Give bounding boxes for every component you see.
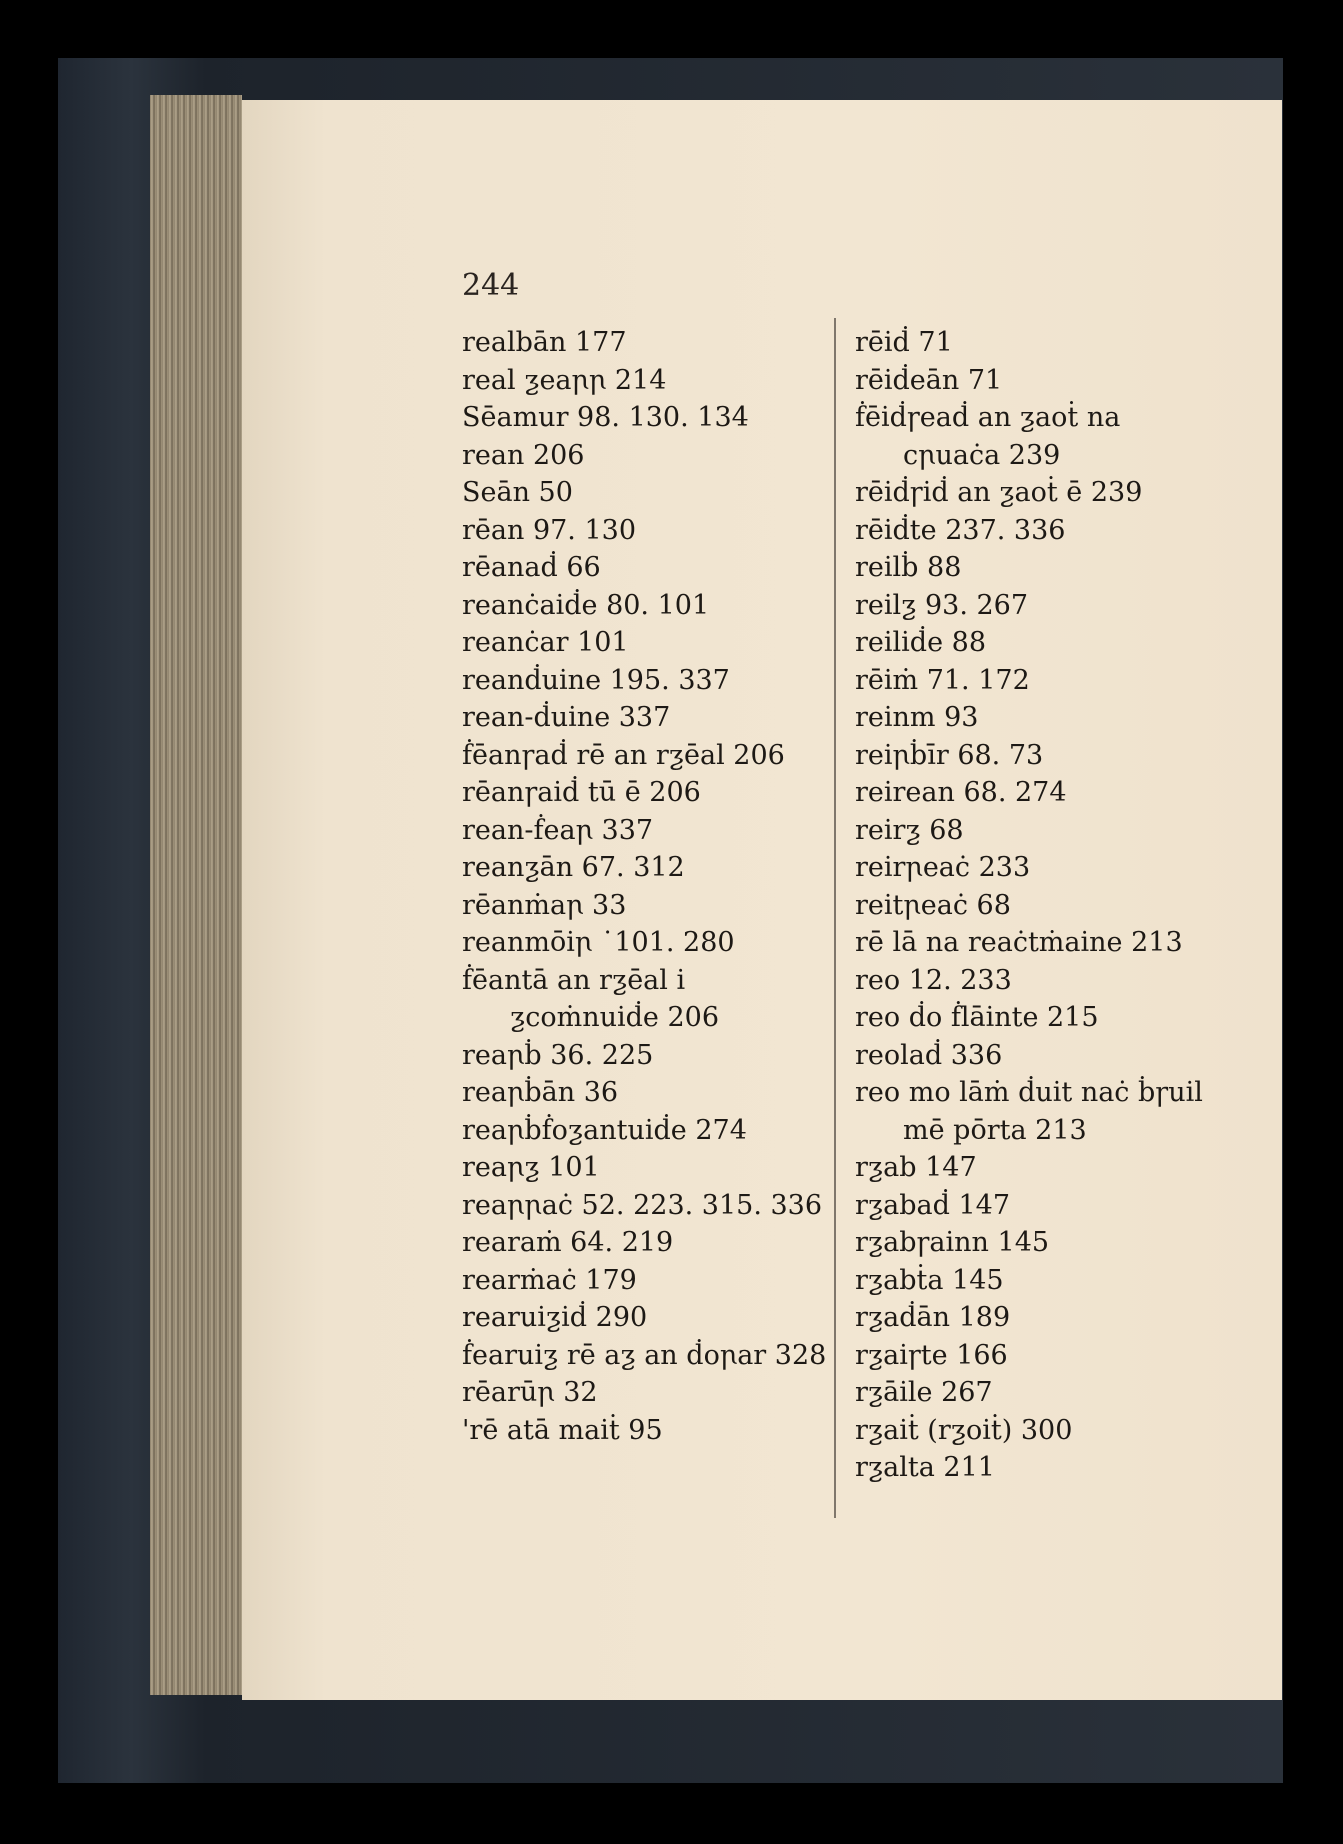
index-entry: rēiḋte 237. 336: [855, 514, 1066, 546]
index-entry: rēiṁ 71. 172: [855, 664, 1030, 696]
index-entry: rean 206: [462, 439, 585, 471]
index-entry: reanḋuine 195. 337: [462, 664, 730, 696]
index-entry: rēanaḋ 66: [462, 552, 601, 583]
index-entry: rƺab 147: [855, 1152, 977, 1183]
index-entry: ḟearuiƺ rē aƺ an ḋoꞃar 328: [462, 1339, 827, 1371]
index-entry: reo ḋo ḟlāinte 215: [855, 1002, 1099, 1033]
index-entry: rēanṁaꞃ 33: [462, 889, 627, 921]
index-entry: reirean 68. 274: [855, 777, 1067, 808]
index-entry: rƺaḋān 189: [855, 1302, 1011, 1333]
index-entry: rēarūꞃ 32: [462, 1377, 598, 1408]
index-entry: reiꞃḃīr 68. 73: [855, 739, 1044, 771]
index-entry: reanċar 101: [462, 627, 629, 658]
index-entry: rƺabꞅainn 145: [855, 1227, 1050, 1258]
index-entry: rēiḋꞅiḋ an ƺaoṫ ē 239: [855, 477, 1143, 508]
index-entry: rƺabaḋ 147: [855, 1189, 1011, 1221]
index-entry: rearṁaċ 179: [462, 1264, 637, 1296]
index-entry: reanċaiḋe 80. 101: [462, 589, 710, 621]
index-entry: reolaḋ 336: [855, 1039, 1003, 1071]
index-entry: ḟēanꞅaḋ rē an rƺēal 206: [462, 739, 785, 771]
index-entry: reaꞃḃḟoƺantuiḋe 274: [462, 1114, 747, 1146]
index-entry: ḟēantā an rƺēal i ƺcoṁnuiḋe 206: [462, 964, 720, 1033]
index-entry: reaꞃḃān 36: [462, 1077, 619, 1108]
index-entry: rean-ḋuine 337: [462, 702, 671, 733]
index-entry: rƺalta 211: [855, 1452, 995, 1483]
index-entry: rearuiƺiḋ 290: [462, 1302, 648, 1333]
index-entry: reiliḋe 88: [855, 627, 986, 658]
index-entry: reanƺān 67. 312: [462, 852, 685, 883]
page-number: 244: [462, 268, 520, 303]
index-column-right: [855, 324, 1220, 1487]
index-entry: reirꞃeaċ 233: [855, 852, 1031, 883]
index-entry: reaꞃḃ 36. 225: [462, 1039, 654, 1071]
page-edges: [150, 95, 242, 1695]
index-entry: reanmōiꞃ ˙101. 280: [462, 927, 735, 958]
index-entry: rēiḋeān 71: [855, 364, 1003, 396]
index-entry: rearaṁ 64. 219: [462, 1227, 674, 1258]
index-entry: reitꞃeaċ 68: [855, 889, 1011, 921]
index-entry: reilḃ 88: [855, 552, 962, 583]
index-entry: reilƺ 93. 267: [855, 589, 1029, 621]
index-entry: rēiḋ 71: [855, 327, 953, 358]
index-entry: reaꞃꞃaċ 52. 223. 315. 336: [462, 1189, 823, 1221]
index-entry: Sēamur 98. 130. 134: [462, 402, 749, 433]
index-entry: rƺabṫa 145: [855, 1264, 1004, 1296]
index-entry: rean-ḟeaꞃ 337: [462, 814, 654, 846]
index-entry: reo 12. 233: [855, 964, 1012, 996]
column-divider: [834, 318, 836, 1518]
index-entry: rē lā na reaċtṁaine 213: [855, 927, 1183, 958]
index-entry: real ƺeaꞃꞃ 214: [462, 364, 667, 396]
index-entry: ḟēiḋꞅeaḋ an ƺaoṫ na cꞃuaċa 239: [855, 402, 1121, 471]
index-entry: reinm 93: [855, 702, 979, 733]
index-entry: rƺāile 267: [855, 1377, 993, 1408]
index-entry: rƺaiṫ (rƺoiṫ) 300: [855, 1414, 1073, 1446]
index-entry: rēanꞅaiḋ tū ē 206: [462, 777, 701, 808]
index-entry: reaꞃƺ 101: [462, 1152, 600, 1183]
index-entry: Seān 50: [462, 477, 573, 508]
index-column-left: [462, 324, 834, 1449]
index-entry: rēan 97. 130: [462, 514, 637, 546]
index-entry: rƺaiꞅte 166: [855, 1339, 1008, 1371]
index-entry: reirƺ 68: [855, 814, 964, 846]
index-entry: realbān 177: [462, 327, 627, 358]
index-entry: reo mo lāṁ ḋuit naċ ḃꞅuil mē pōrta 213: [855, 1077, 1203, 1146]
index-entry: 'rē atā maiṫ 95: [462, 1414, 663, 1446]
